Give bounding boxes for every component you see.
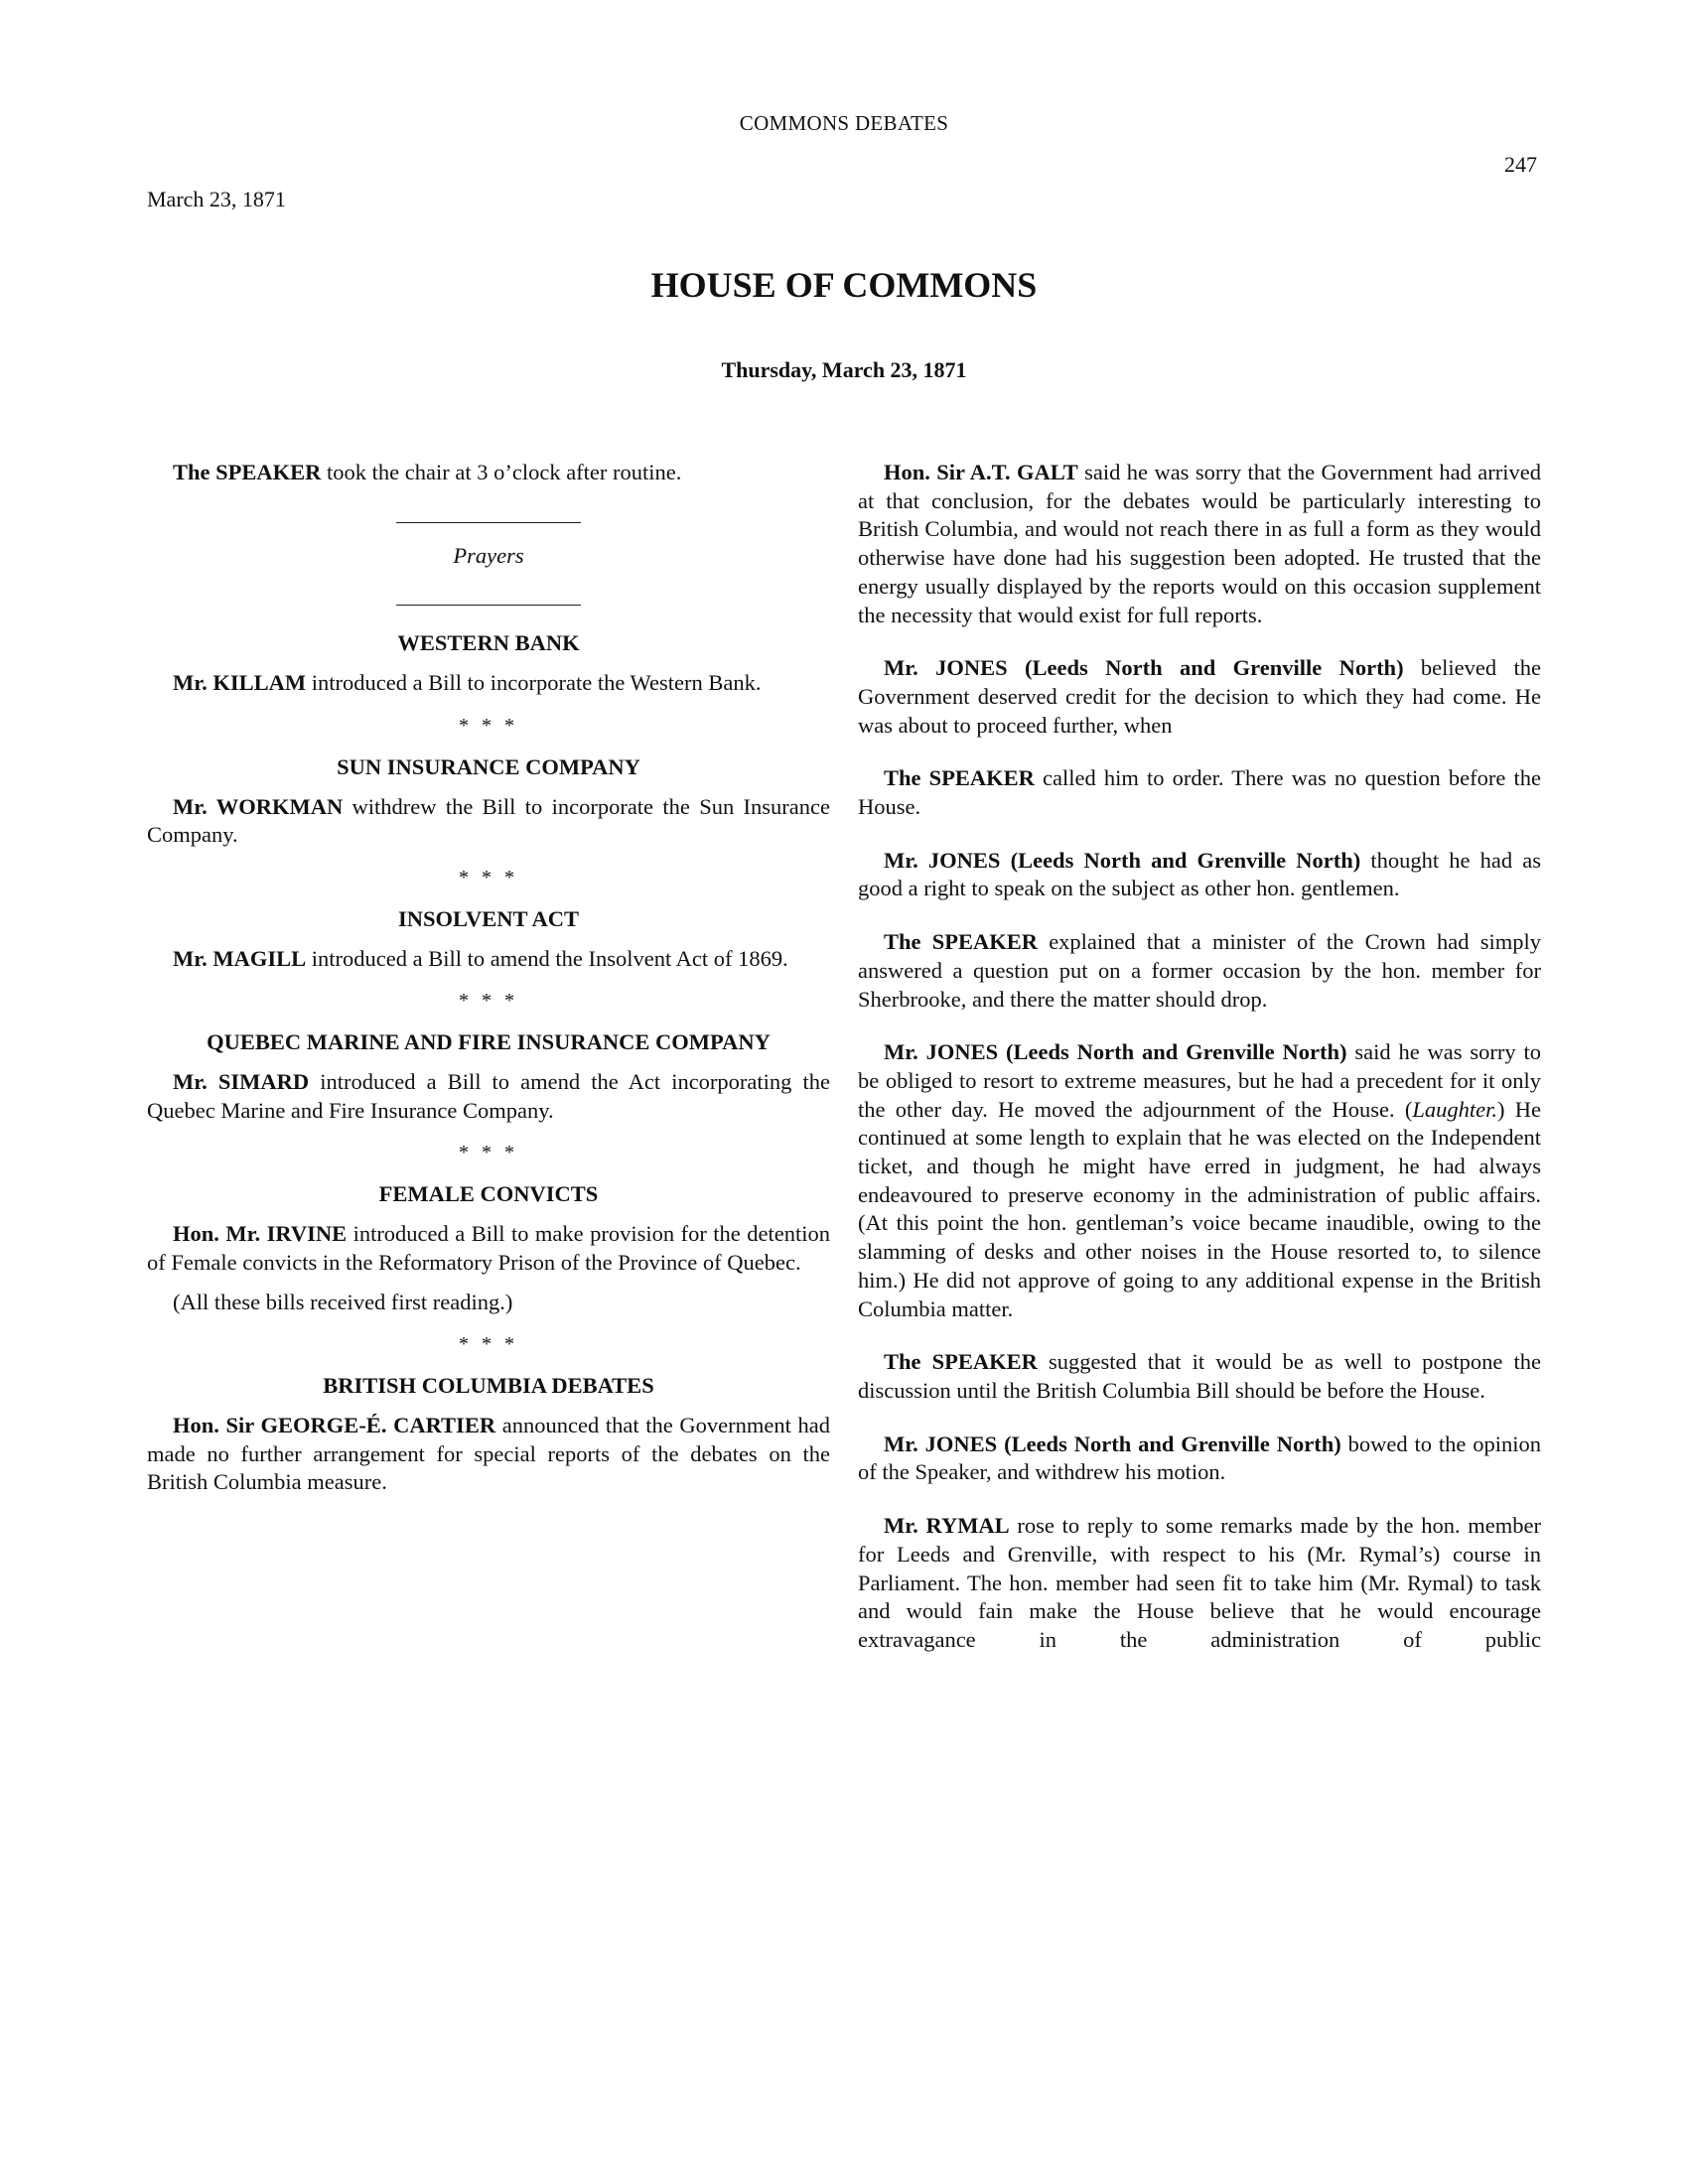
jones-paragraph-2 bbox=[858, 847, 1541, 903]
speaker-name: Hon. Sir GEORGE-É. CARTIER bbox=[173, 1412, 496, 1437]
paragraph-text: ) He continued at some length to explain that he was elected on the Independent ticket, and though he might have erred in judgment, he had always endeavoured to preserve economy in the administration of public affairs. (At this point the hon. gentleman’s voice became inaudible, owing to the slamming of desks and other noises in the House resorted to, to silence him.) He did not approve of going to any additional expense in the British Columbia matter. bbox=[858, 1096, 1541, 1321]
paragraph-text: suggested that it would be as well to postpone the discussion until the British Columbia Bill should be before the House. bbox=[858, 1349, 1541, 1403]
speaker-name: Mr. RYMAL bbox=[884, 1513, 1010, 1539]
speaker-paragraph-2 bbox=[858, 928, 1541, 1014]
speaker-name: The SPEAKER bbox=[884, 765, 1035, 791]
paragraph-text: believed the Government deserved credit for the decision to which they had come. He was about to proceed further, when bbox=[858, 655, 1541, 738]
heading-insolvent-act: INSOLVENT ACT bbox=[398, 905, 579, 931]
speaker-name: Mr. JONES (Leeds North and Grenville North) bbox=[884, 655, 1404, 681]
paragraph-text: announced that the Government had made no further arrangement for special reports of the debates on the British Columbia measure. bbox=[147, 1412, 830, 1495]
opening-paragraph bbox=[147, 459, 830, 487]
quebec-marine-paragraph bbox=[147, 1068, 830, 1125]
paragraph-text: rose to reply to some remarks made by the hon. member for Leeds and Grenville, with respect to his (Mr. Rymal’s) course in Parliament. The hon. member had seen fit to take him (Mr. Rymal) to task and would fain make the House believe that he would encourage extravagance in the administration of public bbox=[858, 1513, 1542, 1652]
paragraph-text: called him to order. There was no question before the House. bbox=[858, 765, 1541, 820]
galt-paragraph bbox=[858, 459, 1541, 629]
paragraph-text: introduced a Bill to incorporate the Western Bank. bbox=[306, 670, 762, 696]
paragraph-text: introduced a Bill to amend the Insolvent Act of 1869. bbox=[306, 945, 788, 971]
speaker-name: Hon. Sir A.T. GALT bbox=[884, 460, 1078, 484]
paragraph-text: said he was sorry to be obliged to resort to extreme measures, but he had a precedent for it only the other day. He moved the adjournment of the House. ( bbox=[858, 1039, 1542, 1122]
first-reading-note: (All these bills received first reading.) bbox=[173, 1289, 513, 1314]
sun-insurance-paragraph bbox=[147, 793, 830, 850]
rymal-paragraph bbox=[858, 1512, 1541, 1655]
paragraph-text: said he was sorry that the Government had arrived at that conclusion, for the debates would be particularly interesting to British Columbia, and would not reach there in as full a form as they would otherwise have done had his suggestion been adopted. He trusted that the energy usually displayed by the reports would on this occasion supplement the necessity that would exist for full reports. bbox=[858, 460, 1541, 627]
speaker-name: Mr. KILLAM bbox=[173, 670, 307, 696]
speaker-paragraph-3 bbox=[858, 1348, 1541, 1405]
running-head: COMMONS DEBATES bbox=[739, 111, 949, 135]
speaker-name: Mr. WORKMAN bbox=[173, 793, 344, 819]
paragraph-text: explained that a minister of the Crown had simply answered a question put on a former occasion by the hon. member for Sherbrooke, and there the matter should drop. bbox=[858, 929, 1541, 1012]
female-convicts-paragraph bbox=[147, 1220, 830, 1277]
jones-paragraph-3 bbox=[858, 1038, 1541, 1323]
page-date: March 23, 1871 bbox=[147, 187, 286, 211]
speaker-paragraph-1 bbox=[858, 764, 1541, 821]
paragraph-text: withdrew the Bill to incorporate the Sun Insurance Company. bbox=[147, 793, 830, 848]
prayers-label: Prayers bbox=[453, 542, 524, 568]
paragraph-text: thought he had as good a right to speak on the subject as other hon. gentlemen. bbox=[858, 847, 1541, 901]
page-title: HOUSE OF COMMONS bbox=[650, 265, 1038, 305]
speaker-name: Hon. Mr. IRVINE bbox=[173, 1221, 348, 1247]
section-separator: * * * bbox=[459, 866, 518, 888]
speaker-name: The SPEAKER bbox=[884, 1349, 1038, 1375]
laughter-note: Laughter. bbox=[1412, 1096, 1498, 1122]
paragraph-text: introduced a Bill to make provision for the detention of Female convicts in the Reformatory Prison of the Province of Quebec. bbox=[147, 1221, 830, 1275]
left-column bbox=[147, 459, 830, 1497]
bc-debates-paragraph bbox=[147, 1412, 830, 1497]
speaker-name: Mr. SIMARD bbox=[173, 1069, 310, 1095]
heading-sun-insurance: SUN INSURANCE COMPANY bbox=[337, 753, 640, 779]
section-separator: * * * bbox=[459, 990, 518, 1013]
western-bank-paragraph bbox=[147, 669, 830, 698]
heading-bc-debates: BRITISH COLUMBIA DEBATES bbox=[323, 1373, 654, 1399]
speaker-name: Mr. JONES (Leeds North and Grenville North) bbox=[884, 1039, 1347, 1065]
right-column bbox=[858, 459, 1541, 1655]
paragraph-text: bowed to the opinion of the Speaker, and withdrew his motion. bbox=[858, 1431, 1542, 1485]
sitting-date: Thursday, March 23, 1871 bbox=[721, 357, 967, 382]
speaker-name: Mr. JONES (Leeds North and Grenville North) bbox=[884, 847, 1361, 873]
jones-paragraph-1 bbox=[858, 654, 1541, 740]
speaker-name: The SPEAKER bbox=[884, 929, 1038, 955]
jones-paragraph-4 bbox=[858, 1431, 1541, 1487]
speaker-name: The SPEAKER bbox=[173, 460, 322, 484]
section-separator: * * * bbox=[459, 1333, 518, 1356]
heading-quebec-marine: QUEBEC MARINE AND FIRE INSURANCE COMPANY bbox=[207, 1029, 771, 1055]
page-number: 247 bbox=[1504, 152, 1537, 177]
section-separator: * * * bbox=[459, 714, 518, 737]
paragraph-text: took the chair at 3 o’clock after routine. bbox=[321, 460, 682, 484]
speaker-name: Mr. JONES (Leeds North and Grenville North) bbox=[884, 1431, 1341, 1456]
insolvent-act-paragraph bbox=[147, 945, 830, 974]
heading-female-convicts: FEMALE CONVICTS bbox=[378, 1181, 599, 1207]
heading-western-bank: WESTERN BANK bbox=[397, 630, 580, 656]
speaker-name: Mr. MAGILL bbox=[173, 945, 307, 971]
section-separator: * * * bbox=[459, 1142, 518, 1164]
paragraph-text: introduced a Bill to amend the Act incorporating the Quebec Marine and Fire Insurance Company. bbox=[147, 1069, 831, 1123]
